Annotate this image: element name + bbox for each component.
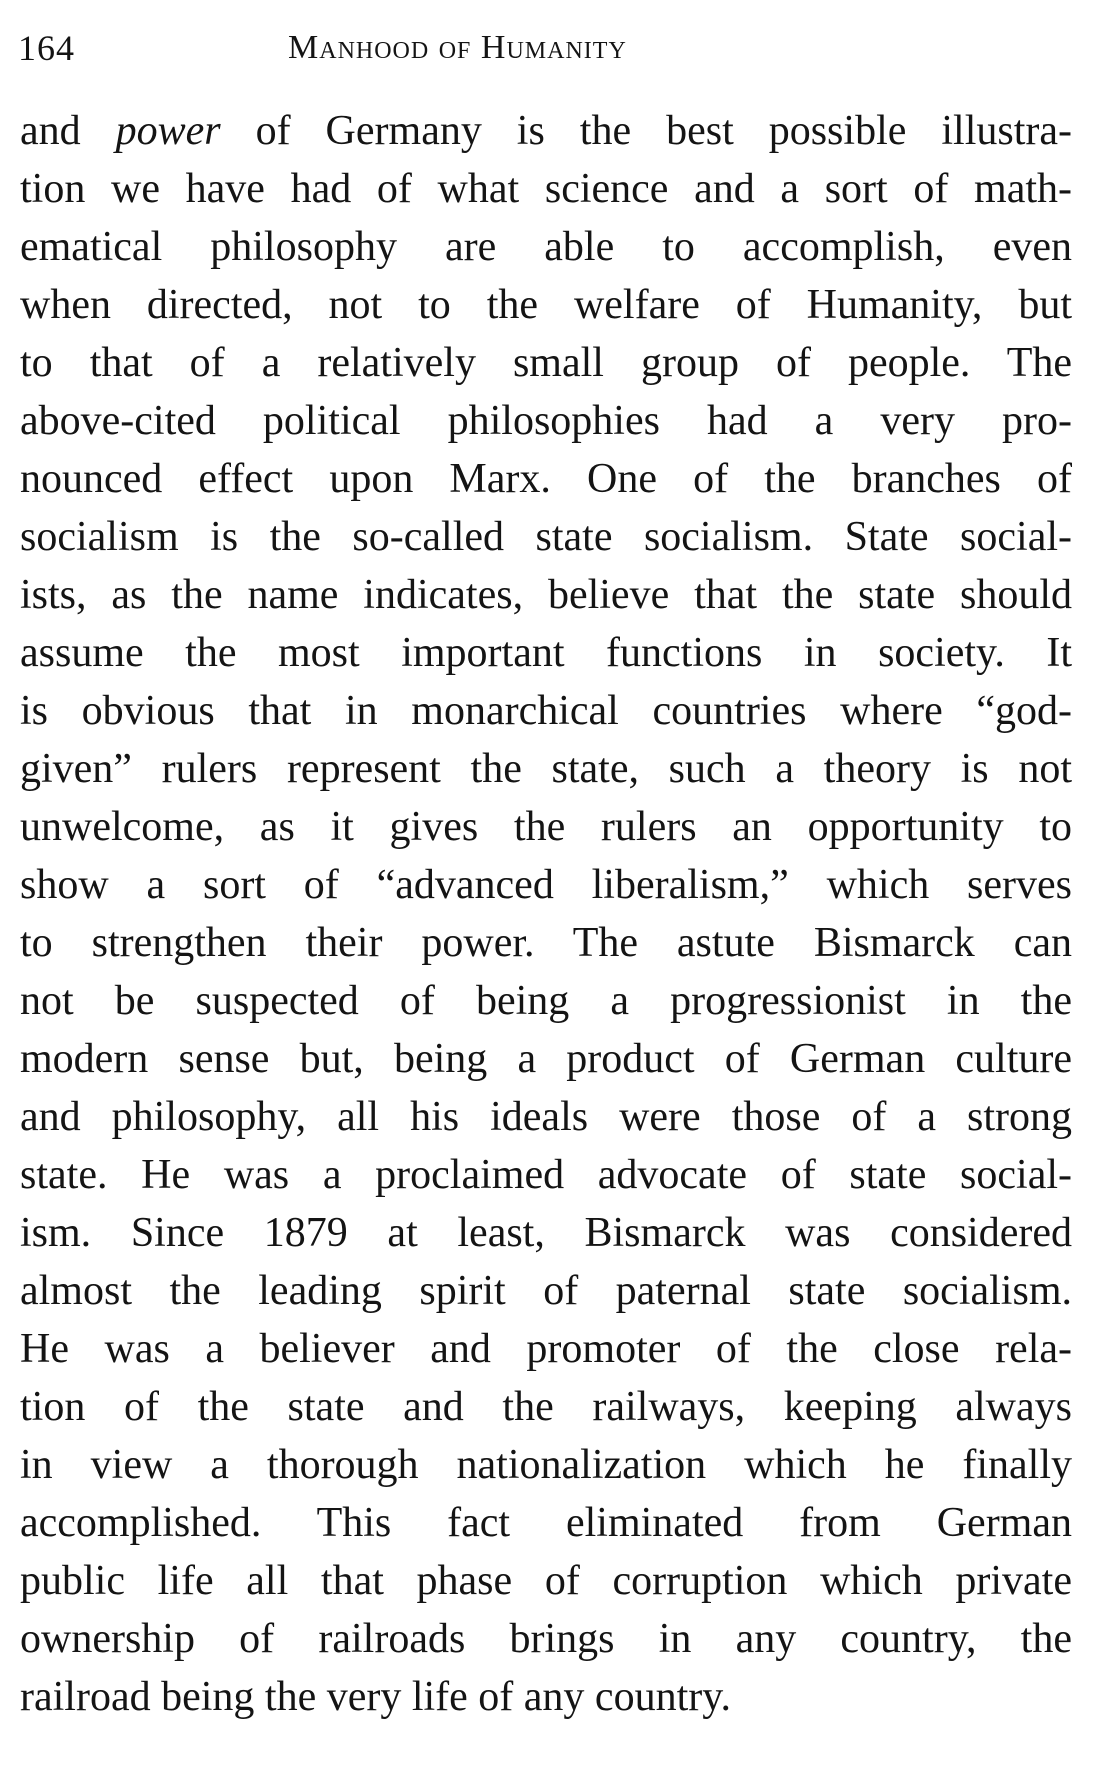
text-line: to that of a relatively small group of people. The [20,340,1072,386]
text-line: nounced effect upon Marx. One of the branches of [20,456,1072,502]
text-line: not be suspected of being a progressionist in the [20,978,1072,1024]
text-line: above-cited political philosophies had a very pro- [20,398,1072,444]
running-head [18,18,778,78]
text-line: and power of Germany is the best possible illustra- [20,108,1072,154]
text-line: ists, as the name indicates, believe that the state should [20,572,1072,618]
text-line: almost the leading spirit of paternal state socialism. [20,1268,1072,1314]
text-line: ism. Since 1879 at least, Bismarck was considered [20,1210,1072,1256]
text-line: public life all that phase of corruption which private [20,1558,1072,1604]
text-line: tion of the state and the railways, keeping always [20,1384,1072,1430]
running-title: Manhood of Humanity [288,29,627,66]
text-line: accomplished. This fact eliminated from German [20,1500,1072,1546]
text-line: when directed, not to the welfare of Humanity, but [20,282,1072,328]
emphasized-word: power [115,108,221,154]
text-line: ematical philosophy are able to accomplish, even [20,224,1072,270]
text-line: socialism is the so-called state socialism. State social- [20,514,1072,560]
text-line: in view a thorough nationalization which he finally [20,1442,1072,1488]
text-line: given” rulers represent the state, such a theory is not [20,746,1072,792]
text-line: and philosophy, all his ideals were those of a strong [20,1094,1072,1140]
text-line: state. He was a proclaimed advocate of state social- [20,1152,1072,1198]
text-line: unwelcome, as it gives the rulers an opportunity to [20,804,1072,850]
text-line: to strengthen their power. The astute Bismarck can [20,920,1072,966]
text-line-last: railroad being the very life of any country. [20,1674,732,1720]
text-line: is obvious that in monarchical countries where “god- [20,688,1072,734]
page-number: 164 [18,28,75,68]
text-line: modern sense but, being a product of German culture [20,1036,1072,1082]
text-line: assume the most important functions in society. It [20,630,1072,676]
text-line: show a sort of “advanced liberalism,” which serves [20,862,1072,908]
text-line: He was a believer and promoter of the close rela- [20,1326,1072,1372]
body-paragraph [20,102,1072,1726]
text-line: tion we have had of what science and a sort of math- [20,166,1072,212]
text-line: ownership of railroads brings in any country, the [20,1616,1072,1662]
